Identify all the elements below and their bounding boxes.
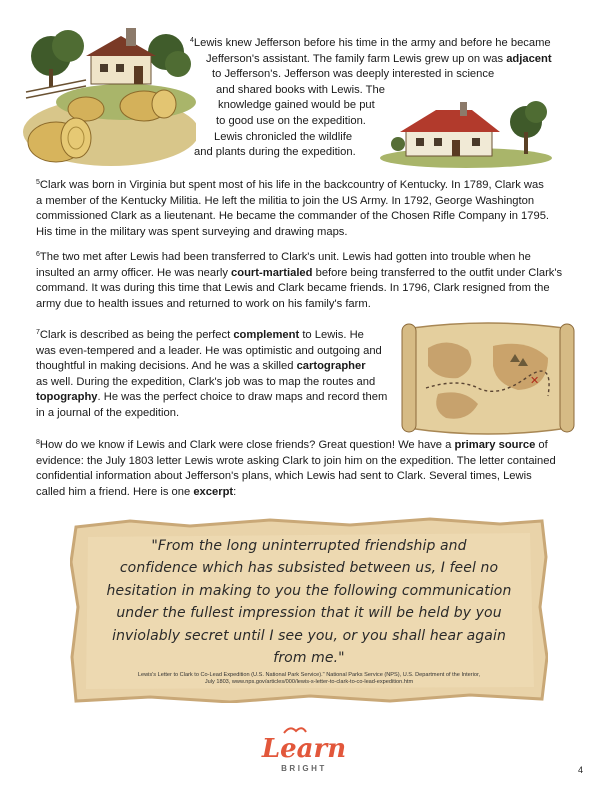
p5-line-0: Clark was born in Virginia but spent most of his life in the backcountry of Kentucky. In 1789, Clark was (39, 179, 544, 191)
paragraph-number: 5 (36, 179, 40, 186)
quote-line: confidence which has subsisted between us, I feel no (119, 560, 499, 577)
quote-line: from me." (273, 650, 345, 667)
learn-bright-logo-mark (254, 723, 354, 775)
p6-line-3: army due to health issues and returned to work on his family's farm. (36, 297, 371, 310)
p7-line-4: topography. He was the perfect choice to draw maps and record them (36, 391, 388, 404)
quote-line: under the fullest impression that it will be held by you (116, 605, 502, 622)
p8-line-1: evidence: the July 1803 letter Lewis wrote asking Clark to join him on the expedition. The letter contained (36, 454, 556, 467)
p4-line-0: Lewis knew Jefferson before his time in the army and before he became (193, 37, 551, 49)
vocabulary-term: adjacent (506, 52, 552, 65)
p7-line-0: Clark is described as being the perfect complement to Lewis. He (39, 329, 364, 341)
farm-hay-bales-illustration (16, 14, 196, 174)
paragraph-7 (36, 328, 396, 422)
vocabulary-term: excerpt (193, 485, 234, 498)
vocabulary-term: topography (36, 391, 98, 404)
paragraph-8 (36, 438, 581, 500)
paragraph-number: 4 (190, 37, 194, 44)
p5-line-3: His time in the military was spent surveying and drawing maps. (36, 225, 348, 238)
p4-line-7: and plants during the expedition. (194, 146, 356, 159)
p6-line-2: command. It was during this time that Lewis and Clark became friends. In 1796, Clark resigned from the (36, 282, 550, 295)
vocabulary-term: complement (233, 329, 300, 341)
quote-citation (100, 672, 518, 687)
page-number: 4 (578, 765, 584, 775)
paragraph-number: 6 (36, 251, 40, 258)
p4-line-1: Jefferson's assistant. The family farm Lewis grew up on was adjacent (206, 52, 552, 65)
p8-line-3: called him a friend. Here is one excerpt: (36, 485, 237, 498)
p7-line-2: thoughtful in making decisions. And he was a skilled cartographer (36, 360, 366, 373)
vocabulary-term: court-martialed (231, 266, 313, 279)
p4-line-6: Lewis chronicled the wildlife (214, 130, 353, 143)
paragraph-5 (36, 178, 581, 240)
p8-line-0: How do we know if Lewis and Clark were close friends? Great question! We have a primary source of (39, 439, 548, 451)
treasure-map-scroll-illustration (398, 318, 578, 440)
citation-line: July 1803, www.nps.gov/articles/000/lewis-s-letter-to-clark-to-co-lead-expedition.htm (204, 679, 414, 686)
vocabulary-term: cartographer (296, 360, 366, 373)
learn-bright-logo (254, 723, 354, 775)
p4-line-3: and shared books with Lewis. The (216, 83, 385, 96)
p7-line-1: was even-tempered and a leader. He was optimistic and outgoing and (36, 344, 382, 357)
p7-line-5: in a journal of the expedition. (36, 406, 180, 419)
p7-line-3: as well. During the expedition, Clark's job was to map the routes and (36, 375, 376, 388)
p4-line-5: to good use on the expedition. (216, 115, 366, 127)
farmhouse-illustration (376, 92, 556, 170)
quote-line: inviolably secret until I see you, or you shall hear again (112, 627, 506, 644)
citation-line: Lewis's Letter to Clark to Co-Lead Expedition (U.S. National Park Service)." National Parks Service (NPS), U.S. Department of the Interior, (137, 672, 481, 678)
paragraph-6 (36, 250, 581, 312)
p5-line-2: commissioned Clark as a lieutenant. He became the commander of the Chosen Rifle Company in 1795. (36, 210, 550, 223)
quote-line: hesitation in making to you the following communication (106, 582, 512, 599)
p5-line-1: a member of the Kentucky Militia. He left the militia to join the US Army. In 1792, George Washington (36, 194, 535, 207)
quote-line: "From the long uninterrupted friendship and (151, 538, 467, 554)
svg-text:✕: ✕ (530, 374, 540, 387)
paragraph-number: 8 (36, 439, 40, 446)
p8-line-2: confidential information about Jefferson's plans, which Lewis had sent to Clark. Several times, Lewis (36, 470, 532, 483)
logo-sub: BRIGHT (281, 764, 327, 773)
letter-excerpt-quote (100, 535, 518, 669)
p6-line-1: insulted an army officer. He was nearly court-martialed before being transferred to the outfit under Clark's (36, 266, 563, 279)
p6-line-0: The two met after Lewis had been transferred to Clark's unit. Lewis had gotten into trouble when he (39, 251, 531, 263)
vocabulary-term: primary source (454, 439, 536, 451)
p4-line-4: knowledge gained would be put (218, 99, 375, 112)
paragraph-number: 7 (36, 329, 40, 336)
p4-line-2: to Jefferson's. Jefferson was deeply interested in science (212, 68, 495, 81)
logo-word: Learn (261, 734, 347, 764)
